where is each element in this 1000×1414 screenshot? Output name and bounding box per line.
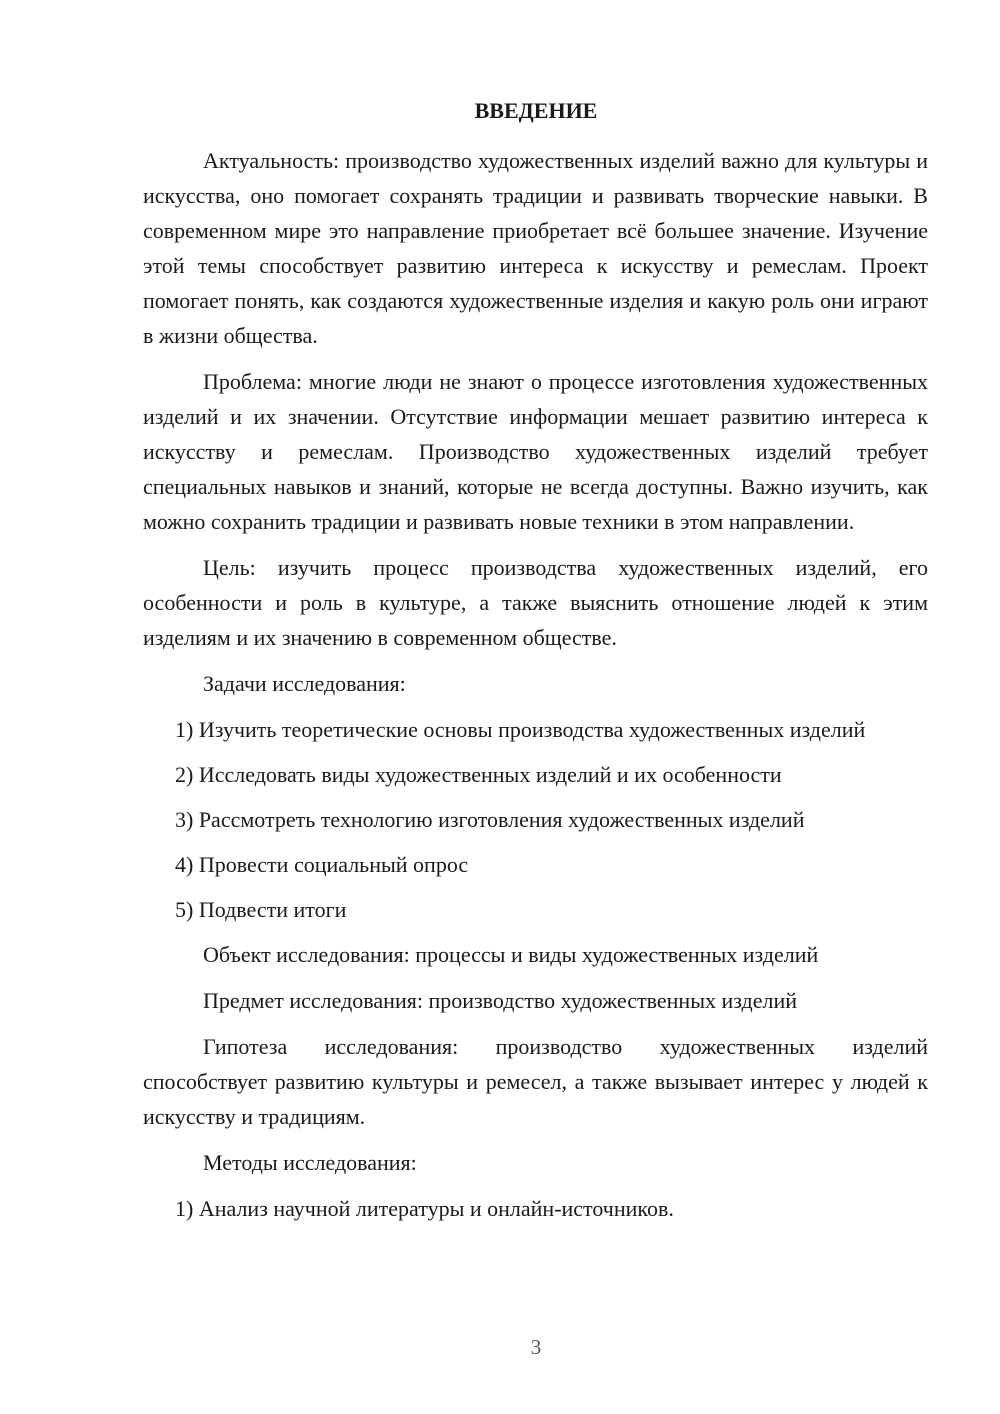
paragraph-relevance: Актуальность: производство художественных изделий важно для культуры и искусства, оно помогает сохранять традиции и развивать творческие навыки. В современном мире это направление приобретает всё большее значение. Изучение этой темы способствует развитию интереса к искусству и ремеслам. Проект помогает понять, как создаются художественные изделия и какую роль они играют в жизни общества. <box>143 148 928 348</box>
paragraph-goal: Цель: изучить процесс производства художественных изделий, его особенности и роль в культуре, а также выяснить отношение людей к этим изделиям и их значению в современном обществе. <box>143 555 928 650</box>
task-item-4: 4) Провести социальный опрос <box>175 852 469 877</box>
paragraph-problem: Проблема: многие люди не знают о процессе изготовления художественных изделий и их значении. Отсутствие информации мешает развитию интереса к искусству и ремеслам. Производство художественных изделий требует специальных навыков и знаний, которые не всегда доступны. Важно изучить, как можно сохранить традиции и развивать новые техники в этом направлении. <box>143 369 928 534</box>
paragraph-subject: Предмет исследования: производство художественных изделий <box>203 988 798 1013</box>
page-number: 3 <box>530 1335 542 1359</box>
task-item-2: 2) Исследовать виды художественных изделий и их особенности <box>175 762 782 787</box>
section-title: ВВЕДЕНИЕ <box>474 98 598 123</box>
task-item-3: 3) Рассмотреть технологию изготовления художественных изделий <box>175 807 805 832</box>
method-item-1: 1) Анализ научной литературы и онлайн-источников. <box>175 1196 674 1221</box>
paragraph-object: Объект исследования: процессы и виды художественных изделий <box>203 942 819 967</box>
paragraph-hypothesis: Гипотеза исследования: производство художественных изделий способствует развитию культуры и ремесел, а также вызывает интерес у людей к искусству и традициям. <box>143 1034 928 1129</box>
task-item-5: 5) Подвести итоги <box>175 897 347 922</box>
methods-heading: Методы исследования: <box>203 1150 417 1175</box>
tasks-heading: Задачи исследования: <box>203 671 406 696</box>
body-text <box>143 143 928 1236</box>
task-item-1: 1) Изучить теоретические основы производства художественных изделий <box>175 717 866 742</box>
